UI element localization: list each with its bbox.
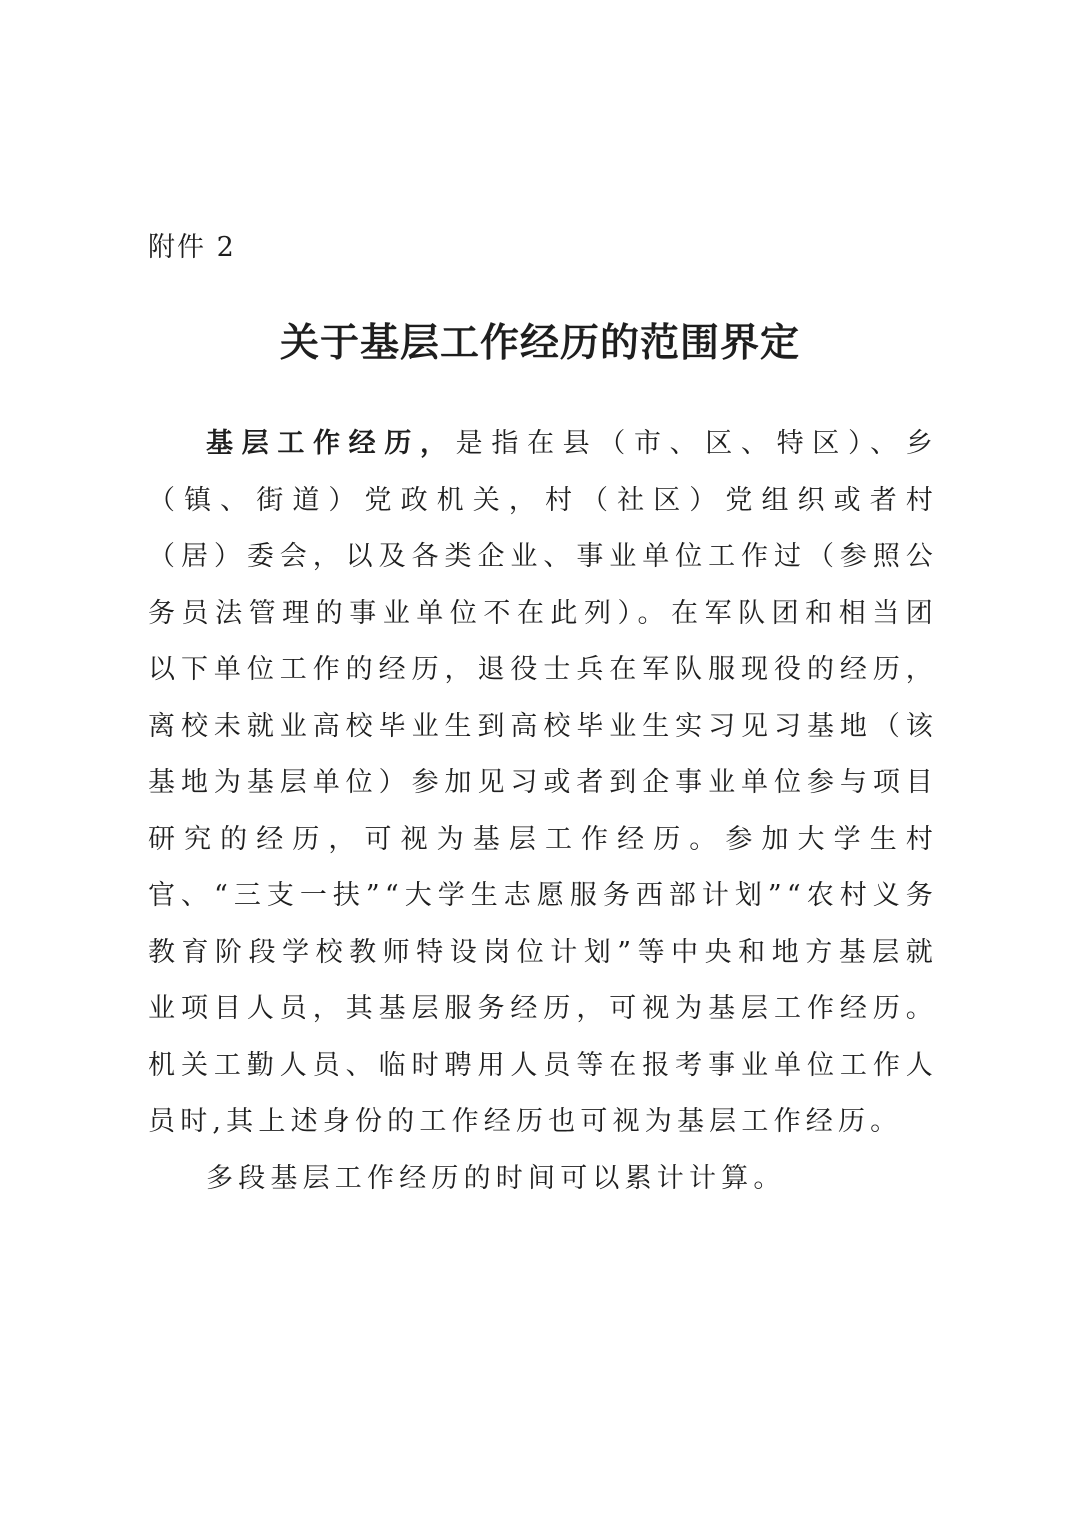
paragraph-cumulative <box>148 1151 938 1208</box>
paragraph-definition <box>148 416 938 1151</box>
attachment-label: 附件 2 <box>148 232 236 263</box>
definition-text: 是指在县（市、区、特区）、乡（镇、街道）党政机关，村（社区）党组织或者村（居）委会，以及各类企业、事业单位工作过（参照公务员法管理的事业单位不在此列）。在军队团和相当团以下单位工作的经历，退役士兵在军队服现役的经历，离校未就业高校毕业生到高校毕业生实习见习基地（该基地为基层单位）参加见习或者到企事业单位参与项目研究的经历，可视为基层工作经历。参加大学生村官、“三支一扶”“大学生志愿服务西部计划”“农村义务教育阶段学校教师特设岗位计划”等中央和地方基层就业项目人员，其基层服务经历，可视为基层工作经历。机关工勤人员、临时聘用人员等在报考事业单位工作人员时,其上述身份的工作经历也可视为基层工作经历。 <box>148 428 938 1137</box>
defined-term: 基层工作经历， <box>206 428 456 459</box>
document-body <box>148 416 938 1207</box>
cumulative-text: 多段基层工作经历的时间可以累计计算。 <box>206 1162 786 1194</box>
document-title: 关于基层工作经历的范围界定 <box>279 320 800 367</box>
